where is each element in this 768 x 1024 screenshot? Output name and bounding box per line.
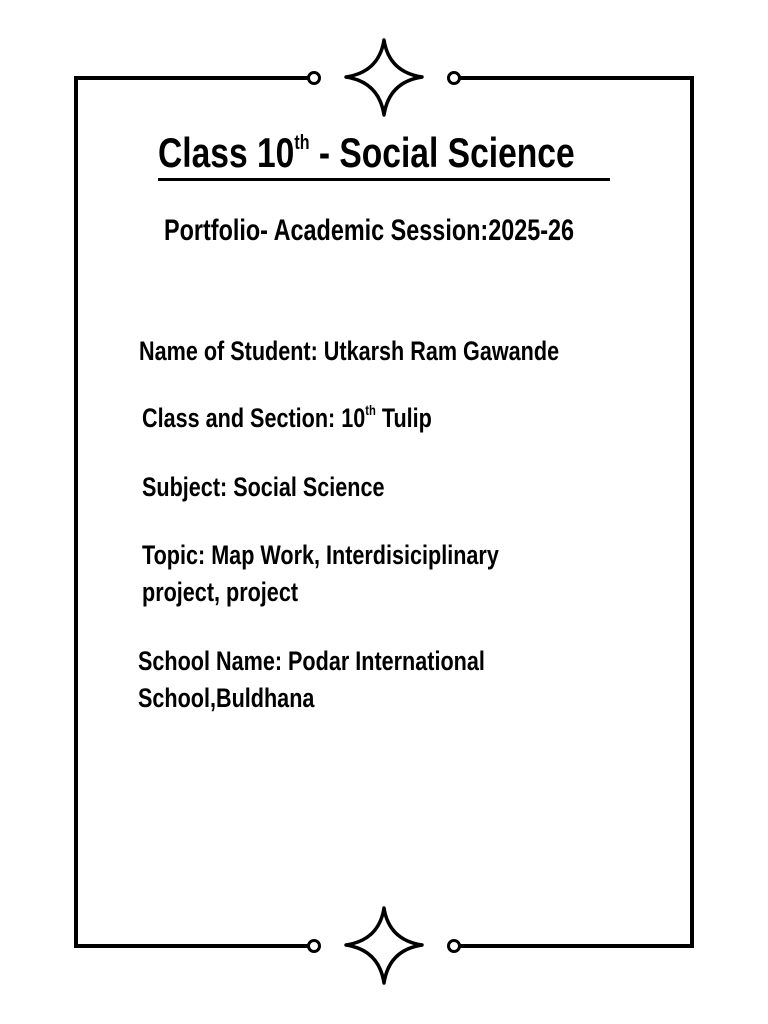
circle-icon	[449, 73, 460, 84]
school-name-line-1: School Name: Podar International	[138, 646, 485, 676]
circle-icon	[309, 73, 320, 84]
bottom-ornament	[309, 908, 460, 983]
page-title	[158, 129, 575, 176]
class-section-suffix: Tulip	[375, 403, 432, 433]
subject: Subject: Social Science	[142, 472, 385, 502]
student-name: Name of Student: Utkarsh Ram Gawande	[139, 336, 560, 366]
frame-border	[74, 76, 694, 948]
page-subtitle: Portfolio- Academic Session:2025-26	[164, 214, 575, 247]
topic-line-1: Topic: Map Work, Interdisiciplinary	[142, 540, 499, 570]
top-ornament	[309, 40, 460, 115]
four-point-star-icon	[346, 908, 422, 983]
class-section-prefix: Class and Section: 10	[142, 403, 366, 433]
school-name-line-2: School,Buldhana	[138, 683, 315, 713]
title-suffix: - Social Science	[309, 129, 575, 176]
title-superscript: th	[294, 132, 310, 154]
topic-line-2: project, project	[142, 577, 299, 607]
circle-icon	[309, 941, 320, 952]
circle-icon	[449, 941, 460, 952]
class-section	[142, 402, 432, 433]
title-underline	[158, 178, 610, 181]
four-point-star-icon	[346, 40, 422, 115]
title-prefix: Class 10	[158, 129, 295, 176]
class-section-superscript: th	[365, 402, 376, 418]
